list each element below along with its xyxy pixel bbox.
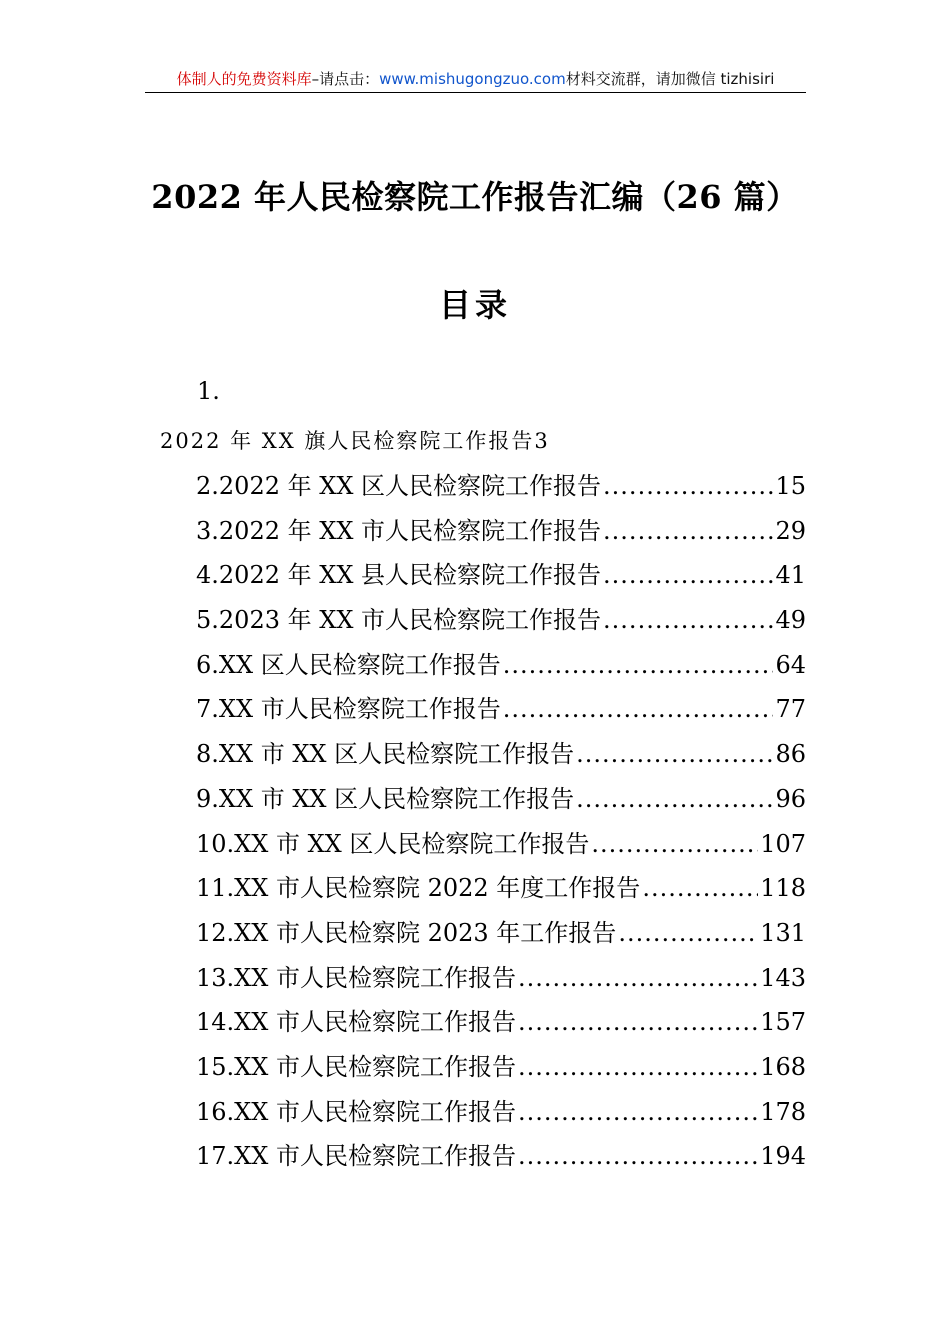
- toc-item-label: 7.XX 市人民检察院工作报告: [196, 695, 501, 724]
- toc-leader: [518, 1090, 758, 1135]
- toc-item-label: 2.2022 年 XX 区人民检察院工作报告: [196, 472, 602, 500]
- toc-heading: 目录: [438, 286, 511, 324]
- toc-item-page: 77: [775, 695, 806, 724]
- toc-leader: [618, 911, 758, 956]
- toc-item[interactable]: [196, 1000, 806, 1045]
- toc-leader: [576, 777, 773, 822]
- toc-leader: [591, 822, 758, 867]
- toc-item-page: 157: [760, 1008, 806, 1037]
- toc-leader: [603, 509, 773, 554]
- toc-leader: [576, 732, 773, 777]
- header-prompt: –请点击：: [311, 70, 380, 88]
- toc-leader: [603, 598, 773, 643]
- toc-item-page: 168: [760, 1052, 806, 1081]
- toc-item-page: 194: [760, 1142, 806, 1171]
- toc-item[interactable]: [196, 732, 806, 777]
- toc-leader: [518, 956, 758, 1001]
- toc-leader: [603, 464, 773, 509]
- toc-item-label: 5.2023 年 XX 市人民检察院工作报告: [196, 606, 602, 635]
- toc-item[interactable]: [196, 687, 806, 732]
- toc-leader: [642, 866, 758, 911]
- toc-item[interactable]: [196, 553, 806, 598]
- toc-item-label: 13.XX 市人民检察院工作报告: [196, 963, 516, 992]
- toc-item[interactable]: [196, 509, 806, 554]
- toc-item[interactable]: [196, 956, 806, 1001]
- toc-item-label: 8.XX 市 XX 区人民检察院工作报告: [196, 740, 575, 769]
- toc-item-label: 12.XX 市人民检察院 2023 年工作报告: [196, 918, 617, 947]
- header-tail: 材料交流群，请加微信 tizhisiri: [565, 70, 775, 88]
- toc-item-page: 96: [775, 784, 806, 813]
- page-header: [145, 66, 806, 93]
- toc-item-label: 17.XX 市人民检察院工作报告: [196, 1142, 516, 1171]
- toc-item-label: 16.XX 市人民检察院工作报告: [196, 1097, 516, 1126]
- toc-leader: [603, 553, 773, 598]
- toc-item-page: 29: [775, 516, 806, 545]
- toc-leader: [518, 1134, 758, 1179]
- toc-item[interactable]: [196, 911, 806, 956]
- toc-item-page: 131: [760, 918, 806, 947]
- table-of-contents: [196, 464, 806, 1179]
- toc-item[interactable]: [196, 1090, 806, 1135]
- toc-item-page: 178: [760, 1097, 806, 1126]
- toc-item[interactable]: [196, 866, 806, 911]
- toc-item-label: 10.XX 市 XX 区人民检察院工作报告: [196, 829, 590, 858]
- toc-leader: [518, 1045, 758, 1090]
- toc-item-label: 11.XX 市人民检察院 2022 年度工作报告: [196, 874, 641, 903]
- toc-item-page: 64: [775, 650, 806, 679]
- toc-item[interactable]: [196, 598, 806, 643]
- toc-item-page: 107: [760, 829, 806, 858]
- toc-item[interactable]: [196, 1045, 806, 1090]
- toc-item-1-number: 1.: [197, 377, 220, 405]
- document-title: 2022 年人民检察院工作报告汇编（26 篇）: [151, 178, 799, 216]
- toc-item[interactable]: [196, 777, 806, 822]
- toc-item[interactable]: [196, 822, 806, 867]
- toc-item-page: 143: [760, 963, 806, 992]
- toc-leader: [503, 643, 774, 688]
- toc-item-page: 86: [775, 740, 806, 769]
- toc-item-label: 15.XX 市人民检察院工作报告: [196, 1052, 516, 1081]
- toc-item-page: 118: [760, 874, 806, 903]
- header-link[interactable]: www.mishugongzuo.com: [379, 70, 566, 88]
- toc-item-label: 14.XX 市人民检察院工作报告: [196, 1008, 516, 1037]
- toc-item-page: 41: [775, 561, 806, 590]
- toc-item-label: 9.XX 市 XX 区人民检察院工作报告: [196, 784, 575, 813]
- toc-item-page: 49: [775, 606, 806, 635]
- header-brand: 体制人的免费资料库: [176, 70, 312, 88]
- toc-item[interactable]: [196, 643, 806, 688]
- toc-leader: [518, 1000, 758, 1045]
- toc-item-page: 15: [775, 472, 806, 500]
- toc-item-label: 4.2022 年 XX 县人民检察院工作报告: [196, 561, 602, 590]
- toc-item-1-text[interactable]: 2022 年 XX 旗人民检察院工作报告3: [160, 429, 550, 453]
- toc-item-label: 6.XX 区人民检察院工作报告: [196, 650, 501, 679]
- toc-item-label: 3.2022 年 XX 市人民检察院工作报告: [196, 516, 602, 545]
- toc-item[interactable]: [196, 1134, 806, 1179]
- toc-leader: [503, 687, 774, 732]
- toc-item[interactable]: [196, 464, 806, 509]
